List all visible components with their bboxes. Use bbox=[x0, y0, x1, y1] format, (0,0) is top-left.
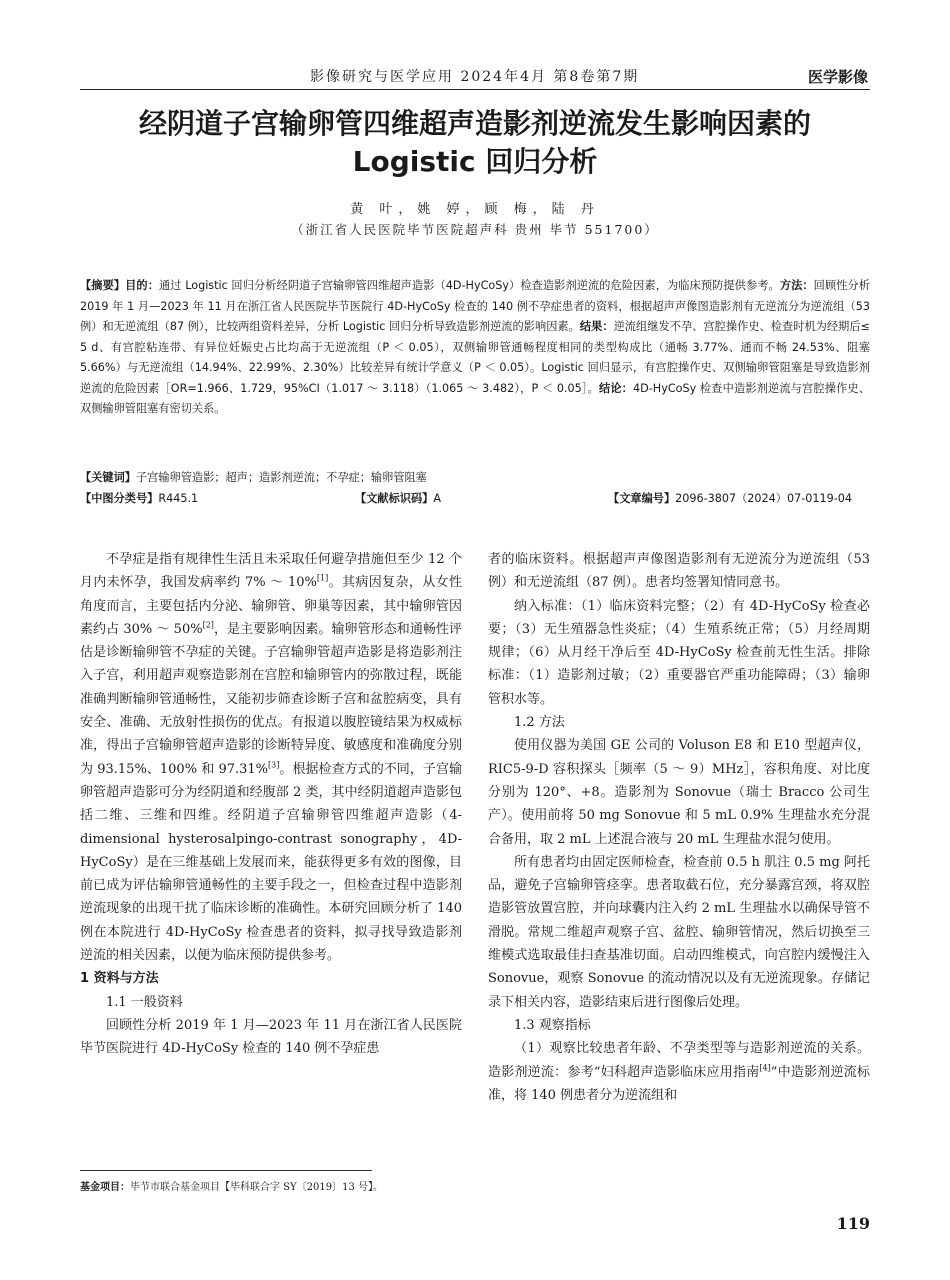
abstract bbox=[80, 276, 870, 420]
results-label: 结果： bbox=[579, 320, 614, 333]
objective-text: 通过 Logistic 回归分析经阴道子宫输卵管四维超声造影（4D-HyCoSy）检查造影剂逆流的危险因素，为临床预防提供参考。 bbox=[159, 279, 780, 292]
funding-footnote bbox=[80, 1178, 383, 1193]
citation-2[interactable]: [2] bbox=[202, 620, 214, 630]
footnote-divider bbox=[80, 1170, 372, 1171]
page-number: 119 bbox=[836, 1214, 870, 1233]
subsection-heading-1-2: 1.2 方法 bbox=[514, 715, 565, 731]
methods-text: 回顾性分析 2019 年 1 月—2023 年 11 月在浙江省人民医院毕节医院行 4D-HyCoSy 检查的 140 例不孕症患者的资料，根据超声声像图造影剂有无逆流分为逆流组（53 例）和无逆流组（87 例），比较两组资料差异，分析 Logistic 回归分析导致造影剂逆流的影响因素。 bbox=[80, 279, 870, 333]
footnote-label: 基金项目： bbox=[80, 1182, 130, 1193]
body-left-column bbox=[80, 548, 462, 1061]
conclusion-label: 结论： bbox=[598, 381, 634, 395]
intro-paragraph: 不孕症是指有规律性生活且未采取任何避孕措施但至少 12 个月内未怀孕，我国发病率约 7% ～ 10%[1]。其病因复杂，从女性角度而言，主要包括内分泌、输卵管、卵巢等因素，其中输卵管因素约占 30% ～ 50%[2]，是主要影响因素。输卵管形态和通畅性评估是诊断输卵管不孕症的关键。子宫输卵管超声造影是将造影剂注入子宫，利用超声观察造影剂在宫腔和输卵管内的弥散过程，既能准确判断输卵管通畅性，又能初步筛查诊断子宫和盆腔病变，具有安全、准确、无放射性损伤的优点。有报道以腹腔镜结果为权威标准，得出子宫输卵管超声造影的诊断特异度、敏感度和准确度分别为 93.15%、100% 和 97.31%[3]。根据检查方式的不同，子宫输卵管超声造影可分为经阴道和经腹部 2 类，其中经阴道超声造影包括二维、三维和四维。经阴道子宫输卵管四维超声造影（4-dimensional hysterosalpingo-contrast sonography，4D-HyCoSy）是在三维基础上发展而来，能获得更多有效的图像，目前已成为评估输卵管通畅性的主要手段之一，但检查过程中造影剂逆流现象的出现干扰了临床诊断的准确性。本研究回顾分析了 140 例在本院进行 4D-HyCoSy 检查患者的资料，拟寻找导致造影剂逆流的相关因素，以便为临床预防提供参考。 bbox=[80, 552, 462, 964]
journal-info: 影像研究与医学应用 2024年4月 第8卷第7期 bbox=[310, 69, 640, 85]
authors: 黄 叶，姚 婷，顾 梅，陆 丹 bbox=[350, 202, 600, 217]
title-line-2: Logistic 回归分析 bbox=[352, 145, 598, 178]
keywords bbox=[80, 468, 870, 488]
procedure-paragraph: 所有患者均由固定医师检查，检查前 0.5 h 肌注 0.5 mg 阿托品，避免子宫输卵管痉挛。患者取截石位，充分暴露宫颈，将双腔造影管放置宫腔，并向球囊内注入约 2 mL 生理盐水以确保导管不滑脱。常规二维超声观察子宫、盆腔、输卵管情况，然后切换至三维模式选取最佳扫查基准切面。启动四维模式，向宫腔内缓慢注入 Sonovue，观察 Sonovue 的流动情况以及有无逆流现象。存储记录下相关内容，造影结束后进行图像后处理。 bbox=[488, 854, 870, 1010]
body-right-column bbox=[488, 548, 870, 1107]
methods-label: 方法： bbox=[779, 279, 814, 292]
subsection-heading-1-3: 1.3 观察指标 bbox=[514, 1017, 591, 1033]
citation-1[interactable]: [1] bbox=[316, 573, 329, 583]
abstract-label: 【摘要】 bbox=[80, 279, 126, 292]
running-header bbox=[80, 64, 870, 90]
article-number bbox=[608, 489, 852, 509]
clc-label: 【中图分类号】 bbox=[80, 492, 159, 505]
section-heading-1: 1 资料与方法 bbox=[80, 971, 159, 987]
clc-number bbox=[80, 489, 198, 509]
doc-label: 【文献标识码】 bbox=[355, 492, 434, 505]
results-text: 逆流组继发不孕、宫腔操作史、检查时机为经期后≤ 5 d、有宫腔粘连带、有异位妊娠史占比均高于无逆流组（P ＜ 0.05），双侧输卵管通畅程度相同的类型构成比（通畅 3.77%、通而不畅 24.53%、阻塞 5.66%）与无逆流组（14.94%、22.99%、2.30%）比较差异有统计学意义（P ＜ 0.05）。Logistic 回归显示，有宫腔操作史、双侧输卵管阻塞是导致造影剂逆流的危险因素［OR=1.966、1.729，95%CI（1.017 ～ 3.118）（1.065 ～ 3.482），P ＜ 0.05］。 bbox=[80, 320, 870, 395]
footnote-text: 毕节市联合基金项目【毕科联合字 SY〔2019〕13 号】。 bbox=[130, 1182, 383, 1193]
doc-value: A bbox=[433, 492, 441, 505]
article-value: 2096-3807（2024）07-0119-04 bbox=[675, 492, 852, 505]
grouping-paragraph: 者的临床资料。根据超声声像图造影剂有无逆流分为逆流组（53 例）和无逆流组（87 例）。患者均签署知情同意书。 bbox=[488, 552, 870, 591]
objective-label: 目的： bbox=[125, 279, 159, 292]
criteria-paragraph: 纳入标准：（1）临床资料完整；（2）有 4D-HyCoSy 检查必要；（3）无生殖器急性炎症；（4）生殖系统正常；（5）月经周期规律；（6）从月经干净后至 4D-HyCoSy 检查前无性生活。排除标准：（1）造影剂过敏；（2）重要器官严重功能障碍；（3）输卵管积水等。 bbox=[488, 598, 870, 707]
keywords-label: 【关键词】 bbox=[80, 471, 136, 484]
keywords-text: 子宫输卵管造影；超声；造影剂逆流；不孕症；输卵管阻塞 bbox=[135, 471, 427, 484]
conclusion-text: 4D-HyCoSy 检查中造影剂逆流与宫腔操作史、双侧输卵管阻塞有密切关系。 bbox=[80, 381, 870, 415]
title-line-1: 经阴道子宫输卵管四维超声造影剂逆流发生影响因素的 bbox=[138, 107, 811, 140]
general-data-paragraph: 回顾性分析 2019 年 1 月—2023 年 11 月在浙江省人民医院毕节医院进行 4D-HyCoSy 检查的 140 例不孕症患 bbox=[80, 1017, 462, 1057]
citation-4[interactable]: [4] bbox=[759, 1063, 771, 1073]
article-label: 【文章编号】 bbox=[608, 492, 676, 505]
citation-3[interactable]: [3] bbox=[268, 760, 280, 770]
instrument-paragraph: 使用仪器为美国 GE 公司的 Voluson E8 和 E10 型超声仪，RIC5-9-D 容积探头［频率（5 ～ 9）MHz］，容积角度、对比度分别为 120°、+8。造影剂为 Sonovue（瑞士 Bracco 公司生产）。使用前将 50 mg Sonovue 和 5 mL 0.9% 生理盐水充分混合备用，取 2 mL 上述混合液与 20 mL 生理盐水混匀使用。 bbox=[488, 738, 870, 847]
clc-value: R445.1 bbox=[158, 492, 199, 505]
affiliation: （浙江省人民医院毕节医院超声科 贵州 毕节 551700） bbox=[291, 222, 659, 237]
document-code bbox=[355, 489, 441, 509]
section-name: 医学影像 bbox=[807, 68, 868, 86]
indicators-paragraph: （1）观察比较患者年龄、不孕类型等与造影剂逆流的关系。造影剂逆流：参考“妇科超声造影临床应用指南[4]”中造影剂逆流标准，将 140 例患者分为逆流组和 bbox=[488, 1041, 870, 1103]
subsection-heading-1-1: 1.1 一般资料 bbox=[106, 994, 183, 1010]
article-title bbox=[60, 105, 890, 181]
